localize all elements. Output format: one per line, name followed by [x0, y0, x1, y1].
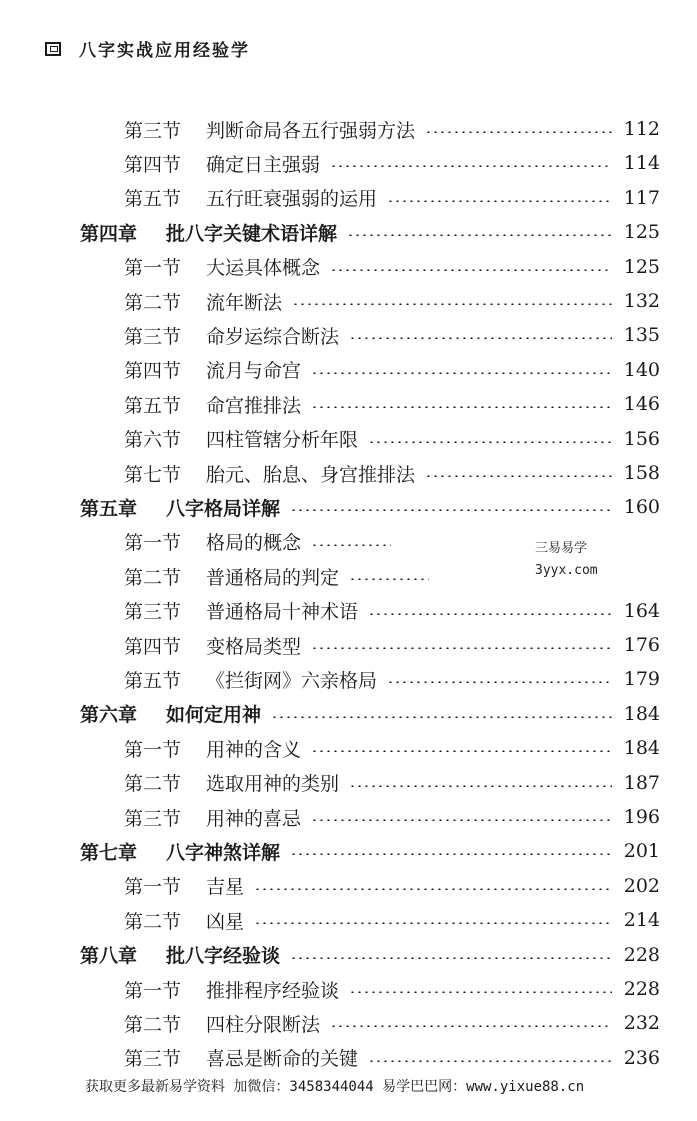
toc-page-number: 125	[623, 221, 660, 244]
toc-entry-title: 确定日主强弱	[206, 153, 321, 176]
toc-page-number: 146	[623, 393, 660, 416]
toc-page-number: 179	[623, 668, 660, 691]
toc-section-row	[124, 423, 660, 455]
toc-chapter-row	[80, 698, 660, 730]
toc-page-number: 140	[623, 358, 660, 381]
toc-page-number: 201	[623, 840, 660, 863]
toc-entry-number: 第四节	[124, 360, 182, 383]
toc-entry-number: 第五节	[124, 669, 182, 692]
toc-entry-title: 推排程序经验谈	[206, 979, 340, 1002]
watermark-line-1: 三易易学	[535, 541, 588, 556]
toc-entry-number: 第一节	[124, 532, 182, 555]
toc-entry-number: 第一节	[124, 738, 182, 761]
toc-section-row	[124, 354, 660, 386]
toc-entry-title: 用神的含义	[206, 738, 302, 761]
toc-page-number: 196	[623, 806, 660, 828]
footer-note: 获取更多最新易学资料 加微信：3458344044 易学巴巴网：www.yixue88.cn	[85, 1079, 585, 1095]
watermark-stamp	[535, 538, 598, 582]
toc-entry-number: 第一节	[124, 979, 182, 1002]
toc-entry-title: 流月与命宫	[206, 360, 302, 383]
toc-entry-title: 判断命局各五行强弱方法	[206, 119, 416, 142]
toc-entry-title: 变格局类型	[206, 635, 302, 658]
dot-leader	[425, 475, 612, 477]
toc-section-row	[124, 870, 660, 902]
dot-leader	[254, 888, 612, 890]
toc-section-row	[124, 113, 660, 145]
toc-entry-number: 第三节	[124, 1048, 182, 1071]
toc-entry-title: 命宫推排法	[206, 394, 302, 417]
dot-leader	[311, 544, 391, 546]
toc-entry-title: 凶星	[206, 910, 245, 933]
toc-page-number: 156	[623, 427, 660, 450]
book-icon	[45, 42, 61, 56]
dot-leader	[311, 750, 612, 752]
toc-entry-title: 如何定用神	[166, 704, 262, 727]
toc-entry-title: 命岁运综合断法	[206, 325, 340, 348]
dot-leader	[311, 647, 612, 649]
dot-leader	[330, 165, 612, 167]
toc-entry-number: 第五节	[124, 394, 182, 417]
toc-page-number: 158	[623, 462, 660, 484]
toc-entry-title: 普通格局的判定	[206, 566, 340, 589]
toc-section-row	[124, 285, 660, 317]
toc-section-row	[124, 319, 660, 351]
toc-entry-title: 八字神煞详解	[166, 841, 281, 864]
dot-leader	[387, 681, 612, 683]
dot-leader	[311, 406, 612, 408]
toc-entry-number: 第四节	[124, 635, 182, 658]
toc-page-number: 228	[623, 943, 660, 966]
toc-chapter-row	[80, 939, 660, 971]
toc-entry-title: 《拦街网》六亲格局	[206, 669, 378, 692]
dot-leader	[368, 441, 612, 443]
toc-entry-title: 吉星	[206, 876, 245, 899]
toc-entry-title: 喜忌是断命的关键	[206, 1048, 359, 1071]
toc-entry-title: 批八字经验谈	[166, 945, 281, 968]
toc-page-number: 228	[623, 978, 660, 1000]
toc-entry-number: 第八章	[80, 945, 138, 968]
toc-page-number: 117	[623, 186, 660, 209]
toc-page-number: 112	[623, 118, 660, 140]
toc-section-row	[124, 388, 660, 420]
dot-leader	[349, 578, 429, 580]
toc-entry-number: 第二节	[124, 566, 182, 589]
toc-page-number: 114	[623, 152, 660, 175]
toc-section-row	[124, 732, 660, 764]
toc-entry-number: 第二节	[124, 910, 182, 933]
toc-entry-number: 第六章	[80, 704, 138, 727]
dot-leader	[292, 303, 612, 305]
toc-section-row	[124, 629, 660, 661]
toc-entry-number: 第六节	[124, 429, 182, 452]
toc-entry-number: 第一节	[124, 876, 182, 899]
dot-leader	[349, 785, 612, 787]
toc-entry-title: 四柱管辖分析年限	[206, 429, 359, 452]
toc-page-number: 184	[623, 737, 660, 760]
dot-leader	[425, 131, 612, 133]
dot-leader	[311, 372, 612, 374]
toc-entry-title: 普通格局十神术语	[206, 601, 359, 624]
dot-leader	[311, 819, 612, 821]
toc-section-row	[124, 457, 660, 489]
toc-page-number: 214	[623, 909, 660, 932]
dot-leader	[330, 1025, 612, 1027]
toc-chapter-row	[80, 835, 660, 867]
book-title: 八字实战应用经验学	[79, 41, 250, 61]
toc-entry-title: 四柱分限断法	[206, 1013, 321, 1036]
toc-entry-number: 第二节	[124, 1013, 182, 1036]
toc-entry-title: 胎元、胎息、身宫推排法	[206, 463, 416, 486]
toc-entry-number: 第七节	[124, 463, 182, 486]
toc-page-number: 160	[623, 496, 660, 519]
dot-leader	[290, 853, 612, 855]
toc-page-number: 176	[623, 634, 660, 656]
toc-entry-title: 格局的概念	[206, 532, 302, 555]
toc-page-number: 125	[623, 255, 660, 278]
toc-entry-title: 五行旺衰强弱的运用	[206, 188, 378, 211]
dot-leader	[387, 200, 612, 202]
dot-leader	[290, 509, 612, 511]
toc-entry-title: 批八字关键术语详解	[166, 222, 338, 245]
toc-entry-number: 第三节	[124, 119, 182, 142]
toc-page-number: 184	[623, 702, 660, 725]
toc-entry-number: 第七章	[80, 841, 138, 864]
toc-page-number: 132	[623, 290, 660, 312]
toc-entry-title: 用神的喜忌	[206, 807, 302, 830]
dot-leader	[368, 613, 612, 615]
watermark-line-2: 3yyx.com	[535, 563, 598, 578]
toc-entry-number: 第二节	[124, 773, 182, 796]
dot-leader	[330, 269, 612, 271]
toc-entry-number: 第四节	[124, 153, 182, 176]
toc-entry-title: 选取用神的类别	[206, 773, 340, 796]
running-header	[45, 36, 250, 61]
toc-entry-number: 第二节	[124, 291, 182, 314]
dot-leader	[347, 234, 612, 236]
toc-section-row	[124, 1042, 660, 1074]
toc-page-number: 187	[623, 771, 660, 794]
toc-section-row	[124, 147, 660, 179]
toc-chapter-row	[80, 491, 660, 523]
toc-section-row	[124, 251, 660, 283]
dot-leader	[290, 957, 612, 959]
toc-section-row	[124, 182, 660, 214]
toc-entry-number: 第五节	[124, 188, 182, 211]
toc-page-number: 232	[623, 1012, 660, 1035]
toc-section-row	[124, 595, 660, 627]
toc-entry-number: 第三节	[124, 325, 182, 348]
toc-section-row	[124, 801, 660, 833]
dot-leader	[254, 922, 612, 924]
toc-page-number: 236	[623, 1046, 660, 1069]
toc-entry-number: 第五章	[80, 497, 138, 520]
toc-page-number: 202	[623, 874, 660, 897]
toc-page-number: 164	[623, 599, 660, 622]
toc-section-row	[124, 663, 660, 695]
toc-entry-title: 大运具体概念	[206, 257, 321, 280]
toc-entry-title: 八字格局详解	[166, 497, 281, 520]
toc-section-row	[124, 1007, 660, 1039]
toc-chapter-row	[80, 216, 660, 248]
dot-leader	[349, 991, 612, 993]
dot-leader	[271, 716, 612, 718]
dot-leader	[368, 1060, 612, 1062]
toc-section-row	[124, 973, 660, 1005]
toc-section-row	[124, 767, 660, 799]
toc-entry-number: 第三节	[124, 601, 182, 624]
toc-page-number: 135	[623, 324, 660, 347]
toc-entry-number: 第三节	[124, 807, 182, 830]
toc-entry-number: 第一节	[124, 257, 182, 280]
toc-entry-title: 流年断法	[206, 291, 283, 314]
dot-leader	[349, 337, 612, 339]
toc-section-row	[124, 904, 660, 936]
toc-entry-number: 第四章	[80, 222, 138, 245]
